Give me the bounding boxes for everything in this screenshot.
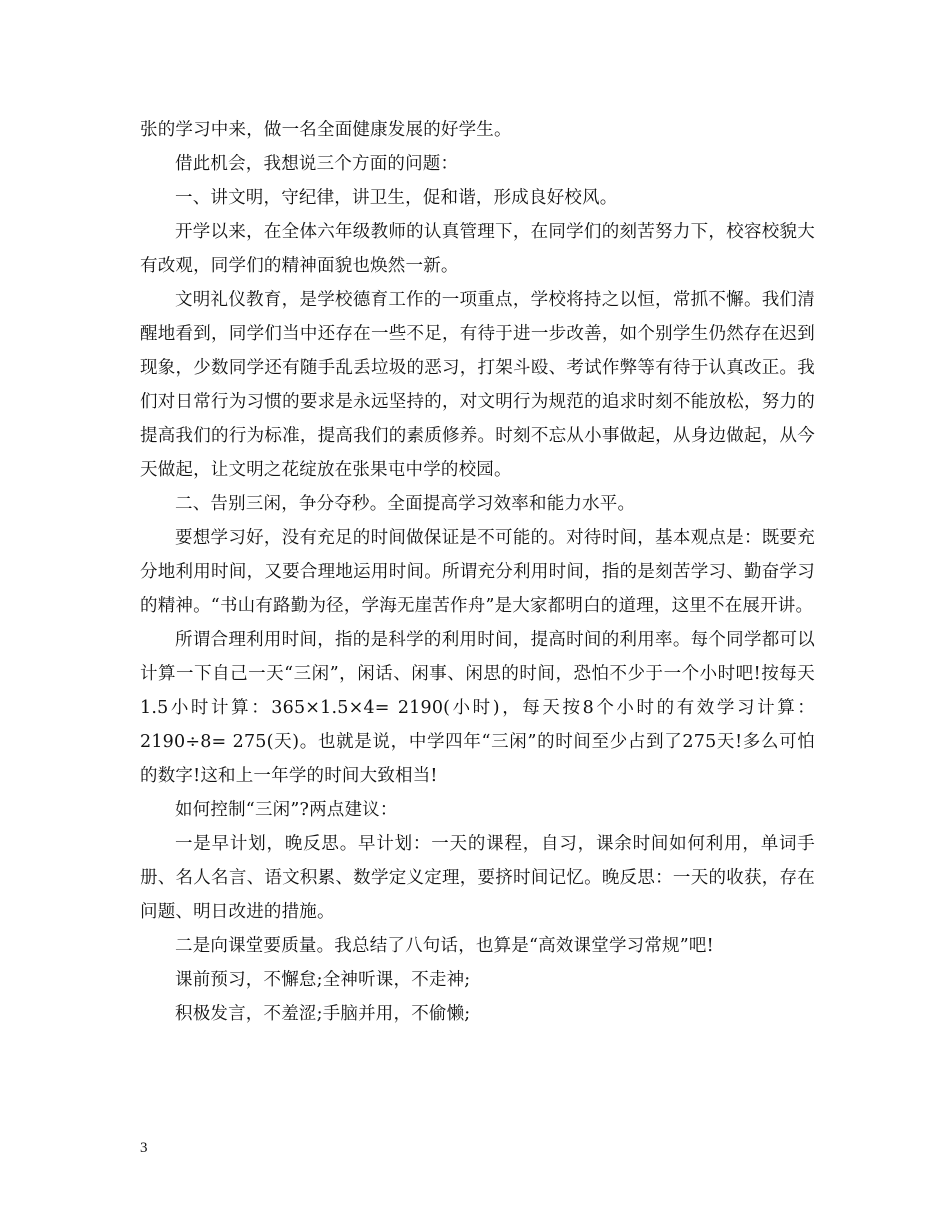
document-body [140,113,815,1031]
paragraph-13: 积极发言，不羞涩;手脑并用，不偷懒; [175,1004,471,1024]
paragraph-4: 开学以来，在全体六年级教师的认真管理下，在同学们的刻苦努力下，校容校貌大有改观，同学们的精神面貌也焕然一新。 [140,222,815,276]
paragraph-9: 如何控制“三闲”?两点建议： [175,800,398,820]
section-heading-2: 二、告别三闲，争分夺秒。全面提高学习效率和能力水平。 [175,494,636,514]
paragraph-5: 文明礼仪教育，是学校德育工作的一项重点，学校将持之以恒，常抓不懈。我们清醒地看到，同学们当中还存在一些不足，有待于进一步改善，如个别学生仍然存在迟到现象，少数同学还有随手乱丢垃圾的恶习，打架斗殴、考试作弊等有待于认真改正。我们对日常行为习惯的要求是永远坚持的，对文明行为规范的追求时刻不能放松，努力的提高我们的行为标准，提高我们的素质修养。时刻不忘从小事做起，从身边做起，从今天做起，让文明之花绽放在张果屯中学的校园。 [140,290,815,480]
page-number: 3 [140,1140,148,1156]
paragraph-11: 二是向课堂要质量。我总结了八句话，也算是“高效课堂学习常规”吧! [175,936,714,956]
paragraph-10: 一是早计划，晚反思。早计划：一天的课程，自习，课余时间如何利用，单词手册、名人名言、语文积累、数学定义定理，要挤时间记忆。晚反思：一天的收获，存在问题、明日改进的措施。 [140,834,815,922]
section-heading-1: 一、讲文明，守纪律，讲卫生，促和谐，形成良好校风。 [175,188,618,208]
paragraph-12: 课前预习，不懈怠;全神听课，不走神; [175,970,471,990]
paragraph-2: 借此机会，我想说三个方面的问题： [175,154,459,174]
paragraph-7: 要想学习好，没有充足的时间做保证是不可能的。对待时间，基本观点是：既要充分地利用时间，又要合理地运用时间。所谓充分利用时间，指的是刻苦学习、勤奋学习的精神。“书山有路勤为径，学海无崖苦作舟”是大家都明白的道理，这里不在展开讲。 [140,528,815,616]
paragraph-8: 所谓合理利用时间，指的是科学的利用时间，提高时间的利用率。每个同学都可以计算一下自己一天“三闲”，闲话、闲事、闲思的时间，恐怕不少于一个小时吧!按每天1.5小时计算：365×1.5×4= 2190(小时)，每天按8个小时的有效学习计算：2190÷8= 275(天)。也就是说，中学四年“三闲”的时间至少占到了275天!多么可怕的数字!这和上一年学的时间大致相当! [140,630,815,786]
paragraph-1: 张的学习中来，做一名全面健康发展的好学生。 [140,120,512,140]
